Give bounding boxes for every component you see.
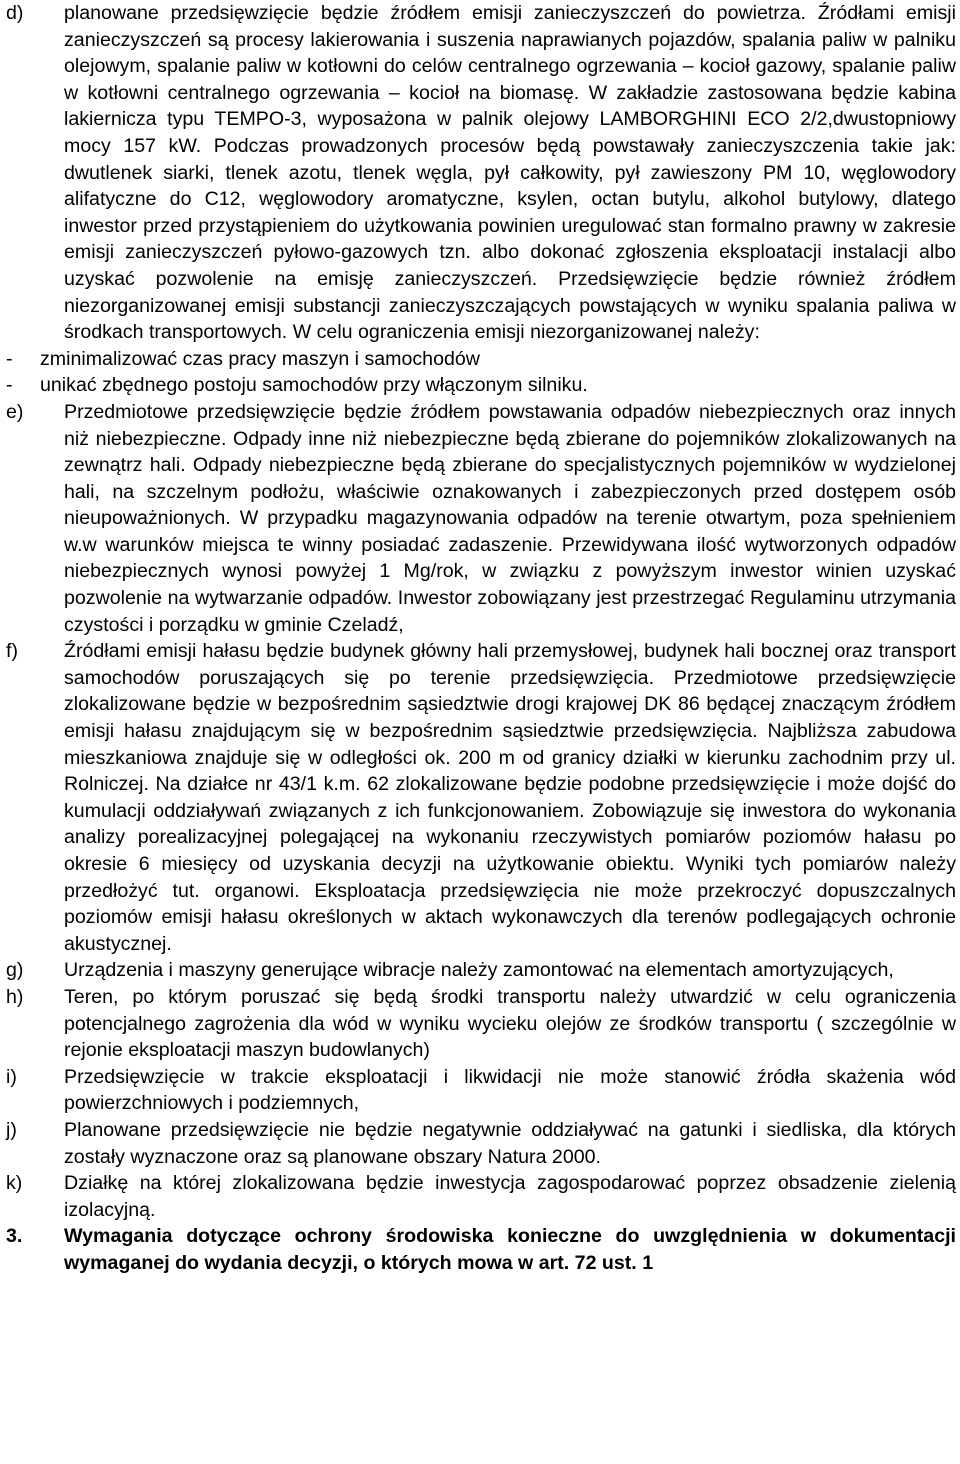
item-text: Teren, po którym poruszać się będą środki transportu należy utwardzić w celu ograniczenia potencjalnego zagrożenia dla wód w wyniku wycieku olejów ze środków transportu ( szczególnie w rejonie eksploatacji maszyn budowlanych) bbox=[64, 985, 956, 1062]
item-label: k) bbox=[6, 1172, 23, 1195]
list-item-k bbox=[6, 1170, 956, 1223]
item-label: i) bbox=[6, 1065, 17, 1088]
list-item-f bbox=[6, 638, 956, 957]
item-text: Działkę na której zlokalizowana będzie inwestycja zagospodarować poprzez obsadzenie zielenią izolacyjną. bbox=[64, 1172, 956, 1221]
item-label: e) bbox=[6, 400, 24, 423]
list-item-i bbox=[6, 1064, 956, 1117]
item-text: unikać zbędnego postoju samochodów przy włączonym silniku. bbox=[40, 374, 588, 397]
item-label: f) bbox=[6, 640, 18, 663]
list-item-g bbox=[6, 957, 956, 984]
item-label: j) bbox=[6, 1118, 17, 1141]
section-heading-3 bbox=[6, 1223, 956, 1276]
list-item-d bbox=[6, 0, 956, 346]
item-text: zminimalizować czas pracy maszyn i samochodów bbox=[40, 347, 480, 370]
item-text: Planowane przedsięwzięcie nie będzie negatywnie oddziaływać na gatunki i siedliska, dla których zostały wyznaczone oraz są planowane obszary Natura 2000. bbox=[64, 1118, 956, 1168]
item-label: g) bbox=[6, 959, 24, 982]
item-text: Przedmiotowe przedsięwzięcie będzie źródłem powstawania odpadów niebezpiecznych oraz innych niż niebezpieczne. Odpady inne niż niebezpieczne będą zbierane do pojemników zlokalizowanych na zewnątrz hali. Odpady niebezpieczne będą zbierane do specjalistycznych pojemników w wydzielonej hali, na szczelnym podłożu, właściwie oznakowanych i zabezpieczonych przed dostępem osób nieupoważnionych. W przypadku magazynowania odpadów na terenie otwartym, poza spełnieniem w.w warunków miejsca te winny posiadać zadaszenie. Przewidywana ilość wytworzonych odpadów niebezpiecznych wynosi powyżej 1 Mg/rok, w związku z powyższym inwestor winien uzyskać pozwolenie na wytwarzanie odpadów. Inwestor zobowiązany jest przestrzegać Regulaminu utrzymania czystości i porządku w gminie Czeladź, bbox=[64, 400, 956, 636]
item-text: Urządzenia i maszyny generujące wibracje należy zamontować na elementach amortyzujących, bbox=[64, 959, 894, 982]
section-number: 3. bbox=[6, 1225, 23, 1248]
list-item-dash-1 bbox=[6, 346, 956, 373]
list-item-j bbox=[6, 1117, 956, 1170]
item-label: d) bbox=[6, 2, 24, 24]
item-text: planowane przedsięwzięcie będzie źródłem emisji zanieczyszczeń do powietrza. Źródłami emisji zanieczyszczeń są procesy lakierowania i suszenia naprawianych pojazdów, spalania paliw w palniku olejowym, spalanie paliw w kotłowni do celów centralnego ogrzewania – kocioł gazowy, spalanie paliw w kotłowni centralnego ogrzewania – kocioł na biomasę. W zakładzie zastosowana będzie kabina lakiernicza typu TEMPO-3, wyposażona w palnik olejowy LAMBORGHINI ECO 2/2,dwustopniowy mocy 157 kW. Podczas prowadzonych procesów będą powstawały zanieczyszczenia takie jak: dwutlenek siarki, tlenek azotu, tlenek węgla, pył całkowity, pył zawieszony PM 10, węglowodory alifatyczne do C12, węglowodory aromatyczne, ksylen, octan butylu, alkohol butylowy, dlatego inwestor przed przystąpieniem do użytkowania powinien uregulować stan formalno prawny w zakresie emisji zanieczyszczeń pyłowo-gazowych tzn. albo dokonać zgłoszenia eksploatacji instalacji albo uzyskać pozwolenie na emisję zanieczyszczeń. Przedsięwzięcie będzie również źródłem niezorganizowanej emisji substancji zanieczyszczających powstających w wyniku spalania paliwa w środkach transportowych. W celu ograniczenia emisji niezorganizowanej należy: bbox=[64, 2, 956, 344]
document-page bbox=[6, 0, 956, 1277]
list-item-e bbox=[6, 399, 956, 638]
item-text: Źródłami emisji hałasu będzie budynek główny hali przemysłowej, budynek hali bocznej oraz transport samochodów poruszających się po terenie przedsięwzięcia. Przedmiotowe przedsięwzięcie zlokalizowane będzie w bezpośrednim sąsiedztwie drogi krajowej DK 86 będącej znaczącym źródłem emisji hałasu znajdującym się w bezpośrednim sąsiedztwie przedsięwzięcia. Najbliższa zabudowa mieszkaniowa znajduje się w odległości ok. 200 m od granicy działki w kierunku zachodnim przy ul. Rolniczej. Na działce nr 43/1 k.m. 62 zlokalizowane będzie podobne przedsięwzięcie i może dojść do kumulacji oddziaływań związanych z ich funkcjonowaniem. Zobowiązuje się inwestora do wykonania analizy porealizacyjnej polegającej na wykonaniu rzeczywistych pomiarów poziomów hałasu po okresie 6 miesięcy od uzyskania decyzji na użytkowanie obiektu. Wyniki tych pomiarów należy przedłożyć tut. organowi. Eksploatacja przedsięwzięcia nie może przekroczyć dopuszczalnych poziomów emisji hałasu określonych w aktach wykonawczych dla terenów podlegających ochronie akustycznej. bbox=[64, 640, 956, 955]
item-label: - bbox=[6, 347, 13, 370]
section-heading-text: Wymagania dotyczące ochrony środowiska konieczne do uwzględnienia w dokumentacji wymaganej do wydania decyzji, o których mowa w art. 72 ust. 1 bbox=[64, 1225, 956, 1274]
item-text: Przedsięwzięcie w trakcie eksploatacji i likwidacji nie może stanowić źródła skażenia wód powierzchniowych i podziemnych, bbox=[64, 1065, 956, 1115]
item-label: h) bbox=[6, 985, 24, 1008]
list-item-dash-2 bbox=[6, 372, 956, 399]
list-item-h bbox=[6, 984, 956, 1064]
item-label: - bbox=[6, 374, 13, 397]
